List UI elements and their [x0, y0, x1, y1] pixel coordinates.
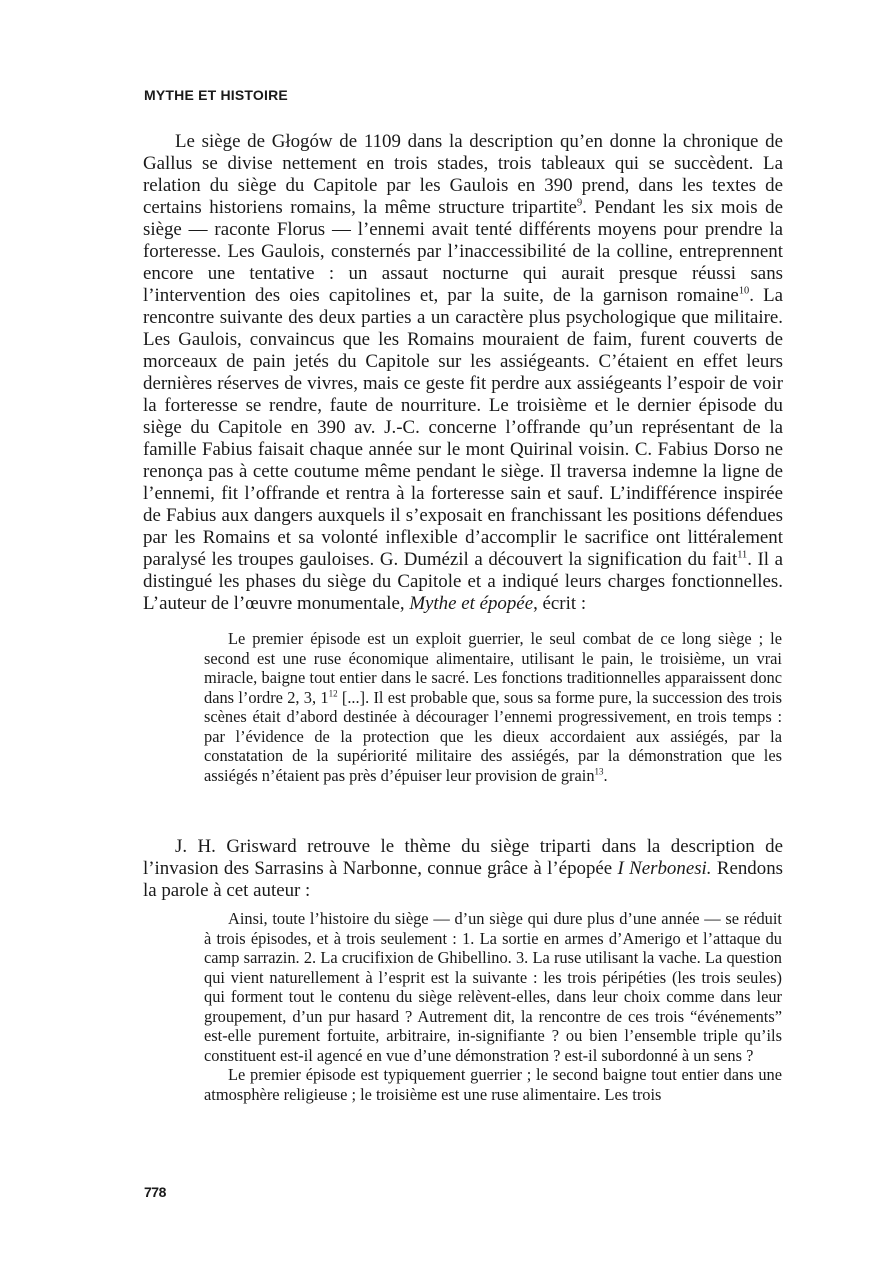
text-run: Le siège de Głogów de 1109 dans la description qu’en donne la chronique de Gallus se divise nettement en trois stades, trois tableaux qui se succèdent. La relation du siège du Capitole par les Gaulois en 390 prend, dans les textes de certains historiens romains, la même structure tripartite	[143, 131, 783, 218]
book-title: Mythe et épopée	[409, 593, 534, 614]
body-paragraph-2	[143, 836, 783, 902]
footnote-ref-13: 13	[594, 766, 604, 777]
text-run: [...]. Il est probable que, sous sa forme pure, la succession des trois scènes était d’abord destinée à décourager l’ennemi progressivement, en trois temps : par l’évidence de la protection que les dieux accordaient aux assiégés, par la constatation de la supériorité militaire des assiégés, par la démonstration que les assiégés n’étaient pas près d’épuiser leur provision de grain	[204, 687, 783, 785]
quote-paragraph: Le premier épisode est typiquement guerrier ; le second baigne tout entier dans une atmosphère religieuse ; le troisième est une ruse alimentaire. Les trois	[204, 1065, 782, 1104]
quote-paragraph: Ainsi, toute l’histoire du siège — d’un siège qui dure plus d’une année — se réduit à trois épisodes, et à trois seulement : 1. La sortie en armes d’Amerigo et l’attaque du camp sarrazin. 2. La crucifixion de Ghibellino. 3. La ruse utilisant la vache. La question qui vient naturellement à l’esprit est la suivante : les trois péripéties (les trois seules) qui forment tout le contenu du siège relèvent-elles, dans leur choix comme dans leur groupement, d’un pur hasard ? Autrement dit, la rencontre de ces trois “événements” est-elle purement fortuite, arbitraire, in-signifiante ? ou bien l’ensemble triple qu’ils constituent est-il agencé en vue d’une démonstration ? est-il subordonné à un sens ?	[204, 909, 782, 1065]
block-quote-1	[204, 629, 782, 785]
text-run: .	[603, 765, 608, 785]
text-run: . La rencontre suivante des deux parties a un caractère plus psychologique que militaire. Les Gaulois, convaincus que les Romains mouraient de faim, furent couverts de morceaux de pain jetés du Capitole sur les assiégeants. C’étaient en effet leurs dernières réserves de vivres, mais ce geste fit perdre aux assiégeants l’espoir de voir la forteresse se rendre, faute de nourriture. Le troisième et le dernier épisode du siège du Capitole en 390 av. J.-C. concerne l’offrande qu’un représentant de la famille Fabius faisait chaque année sur le mont Quirinal voisin. C. Fabius Dorso ne renonça pas à cette coutume même pendant le siège. Il traversa indemne la ligne de l’ennemi, fit l’offrande et rentra à la forteresse sain et sauf. L’indifférence inspirée de Fabius aux dangers auxquels il s’exposait en franchissant les positions défendues par les Romains et sa volonté inflexible d’accomplir le sacrifice ont littéralement paralysé les troupes gauloises. G. Dumézil a découvert la signification du fait	[143, 285, 783, 570]
page-number: 778	[144, 1184, 166, 1200]
running-head: MYTHE ET HISTOIRE	[144, 87, 288, 103]
footnote-ref-10: 10	[738, 285, 750, 297]
footnote-ref-11: 11	[737, 549, 748, 561]
text-run: Rendons la parole à cet auteur :	[143, 858, 783, 901]
text-run: . Il a distingué les phases du siège du Capitole et a indiqué leurs charges fonctionnelles. L’auteur de l’œuvre monumentale,	[143, 549, 783, 614]
text-run: J. H. Grisward retrouve le thème du siège triparti dans la description de l’invasion des Sarrasins à Narbonne, connue grâce à l’épopée	[143, 836, 783, 879]
text-run: Le premier épisode est un exploit guerrier, le seul combat de ce long siège ; le second est une ruse économique alimentaire, utilisant le pain, le troisième, un vrai miracle, baigne tout entier dans le sacré. Les fonctions traditionnelles apparaissent donc dans l’ordre 2, 3, 1	[204, 629, 782, 707]
text-run: , écrit :	[533, 593, 587, 614]
footnote-ref-12: 12	[328, 688, 338, 699]
text-run: . Pendant les six mois de siège — raconte Florus — l’ennemi avait tenté différents moyens pour prendre la forteresse. Les Gaulois, consternés par l’inaccessibilité de la colline, entreprennent encore une tentative : un assaut nocturne qui aurait presque réussi sans l’intervention des oies capitolines et, par la suite, de la garnison romaine	[143, 197, 783, 306]
book-title: I Nerbonesi.	[617, 858, 712, 879]
block-quote-2	[204, 909, 782, 1104]
footnote-ref-9: 9	[576, 197, 583, 209]
body-paragraph-1	[143, 131, 783, 615]
